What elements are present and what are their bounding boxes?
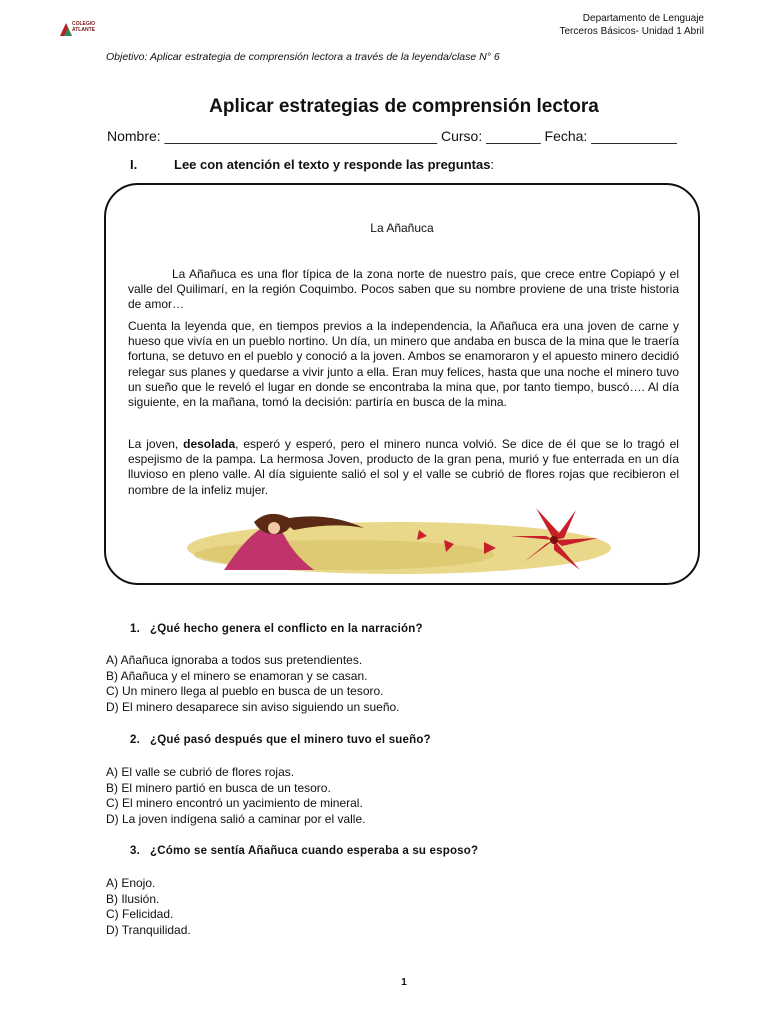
question-2 — [130, 734, 431, 746]
story-paragraph-1: La Añañuca es una flor típica de la zona norte de nuestro país, que crece entre Copiapó y el valle del Quilimarí, en la región Coquimbo. Pocos saben que su nombre proviene de una triste historia de amor… — [128, 267, 679, 312]
answer-option[interactable]: D) El minero desaparece sin aviso siguiendo un sueño. — [106, 699, 400, 714]
anauca-flower-illustration — [184, 500, 614, 576]
question-text: ¿Qué hecho genera el conflicto en la narración? — [150, 623, 423, 635]
answer-option[interactable]: B) El minero partió en busca de un tesoro. — [106, 780, 331, 795]
page-title: Aplicar estrategias de comprensión lectora — [209, 96, 599, 117]
answer-option[interactable]: A) Añañuca ignoraba a todos sus pretendientes. — [106, 653, 363, 667]
story-illustration — [184, 500, 614, 576]
question-text: ¿Qué pasó después que el minero tuvo el sueño? — [150, 734, 431, 746]
question-1 — [130, 623, 423, 635]
story-paragraph-3 — [128, 437, 679, 498]
question-1-options — [106, 653, 400, 715]
question-2-options — [106, 765, 365, 827]
answer-option[interactable]: C) Un minero llega al pueblo en busca de un tesoro. — [106, 684, 384, 698]
answer-option[interactable]: C) El minero encontró un yacimiento de mineral. — [106, 796, 363, 810]
date-label: Fecha: — [540, 128, 592, 144]
page-number: 1 — [401, 977, 407, 988]
name-label: Nombre: — [107, 128, 165, 144]
answer-option[interactable]: C) Felicidad. — [106, 907, 174, 921]
section-heading — [130, 157, 494, 172]
section-colon: : — [490, 157, 495, 172]
document-header — [559, 12, 704, 38]
question-number: 2. — [130, 734, 140, 746]
section-number: I. — [130, 157, 138, 172]
date-field[interactable]: ___________ — [591, 128, 677, 144]
course-unit-label: Terceros Básicos- Unidad 1 Abril — [559, 26, 704, 37]
answer-option[interactable]: A) El valle se cubrió de flores rojas. — [106, 765, 295, 779]
objective-text: Objetivo: Aplicar estrategia de comprensión lectora a través de la leyenda/clase N° 6 — [106, 51, 500, 63]
answer-option[interactable]: B) Ilusión. — [106, 891, 160, 906]
question-number: 1. — [130, 623, 140, 635]
story-title: La Añañuca — [370, 221, 434, 235]
answer-option[interactable]: D) Tranquilidad. — [106, 922, 191, 937]
question-3 — [130, 845, 478, 857]
p3-start: La joven, — [128, 437, 184, 451]
name-field[interactable]: ___________________________________ — [164, 128, 438, 144]
p3-end: , esperó y esperó, pero el minero nunca volvió. Se dice de él que se lo tragó el espejismo de la pampa. La hermosa Joven, producto de la gran pena, murió y fue enterrada en un día lluvioso en pleno valle. Al día siguiente salió el sol y el valle se cubrió de flores rojas que recibieron el nombre de la infeliz mujer. — [128, 437, 679, 497]
course-label: Curso: — [437, 128, 487, 144]
story-paragraph-2: Cuenta la leyenda que, en tiempos previos a la independencia, la Añañuca era una joven de carne y hueso que vivía en un pueblo nortino. Un día, un minero que andaba en busca de la mina que le traería fortuna, se detuvo en el pueblo y conoció a la joven. Ambos se enamoraron y el apuesto minero decidió relegar sus planes y quedarse a vivir junto a ella. Eran muy felices, hasta que una noche el minero tuvo un sueño que le reveló el lugar en donde se encontraba la mina que, por tanto tiempo, buscó…. Al día siguiente, en la mañana, tomó la decisión: partiría en busca de la mina. — [128, 319, 679, 410]
question-3-options — [106, 876, 191, 938]
school-logo — [58, 20, 114, 38]
answer-option[interactable]: D) La joven indígena salió a caminar por el valle. — [106, 811, 366, 826]
department-label: Departamento de Lenguaje — [582, 13, 704, 24]
p3-bold-word: desolada — [183, 437, 236, 451]
question-text: ¿Cómo se sentía Añañuca cuando esperaba a su esposo? — [150, 845, 479, 857]
question-number: 3. — [130, 845, 140, 857]
course-field[interactable]: _______ — [486, 128, 541, 144]
answer-option[interactable]: B) Añañuca y el minero se enamoran y se casan. — [106, 668, 368, 683]
answer-option[interactable]: A) Enojo. — [106, 876, 156, 890]
logo-text: COLEGIO ATLANTE — [72, 21, 96, 33]
student-info-line — [107, 128, 677, 144]
section-instruction: Lee con atención el texto y responde las preguntas — [174, 157, 491, 172]
